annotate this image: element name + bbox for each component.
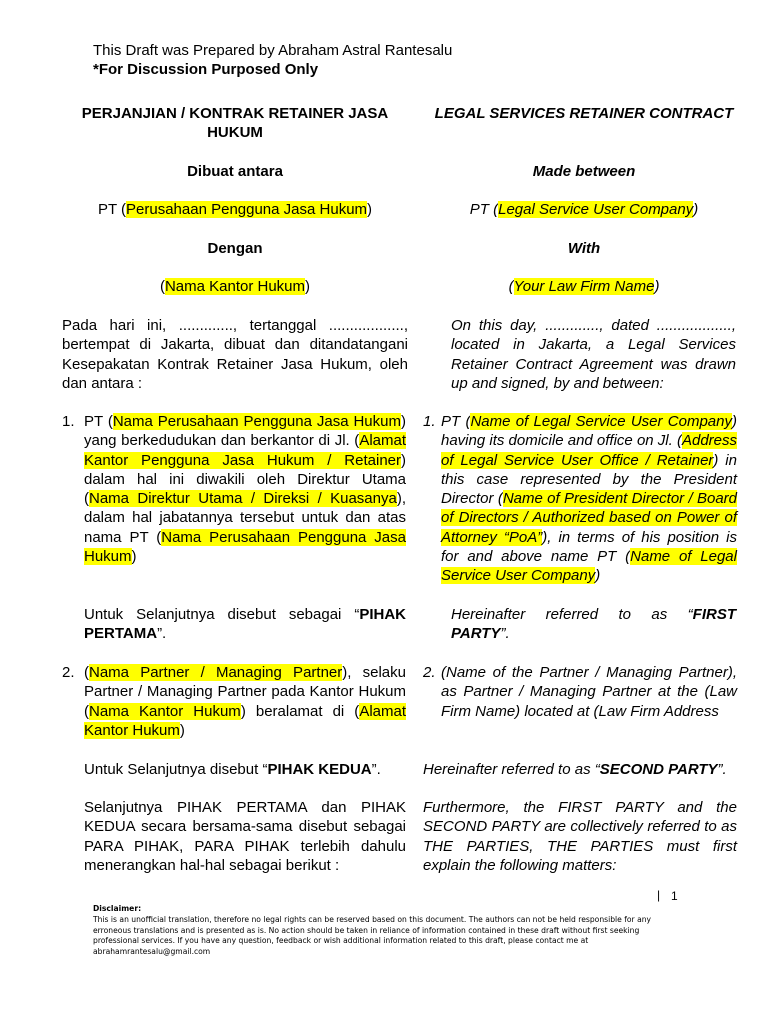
right-with: With: [567, 240, 601, 257]
right-made-between: Made between: [532, 163, 636, 180]
right-item1-text: PT (Name of Legal Service User Company) having its domicile and office on Jl. (Address of Legal Service User Office / Retainer) in this case represented by the President Director (Name of President Director / Board of Directors / Authorized based on Power of Attorney “PoA”), in terms of his position is for and above name PT (Name of Legal Service User Company): [441, 413, 738, 585]
right-firm-line: (Your Law Firm Name): [508, 278, 660, 295]
right-intro: On this day, ............., dated .................., located in Jakarta, a Legal Services Retainer Contract Agreement was drawn up and signed, by and between:: [451, 317, 736, 392]
left-intro: Pada hari ini, ............., tertanggal .................., bertempat di Jakarta, dibuat dan ditandatangani Kesepakatan Kontrak Retainer Jasa Hukum, oleh dan antara :: [62, 317, 408, 392]
right-first-party-note-end: PARTY”.: [451, 625, 510, 642]
right-title: LEGAL SERVICES RETAINER CONTRACT: [434, 105, 734, 122]
page-number: 1: [671, 889, 678, 903]
right-second-party-note: Hereinafter referred to as “SECOND PARTY”.: [423, 761, 727, 778]
left-firm-line: (Nama Kantor Hukum): [159, 278, 311, 295]
left-item1-number: 1.: [62, 413, 75, 430]
right-item1-number: 1.: [423, 413, 436, 430]
discussion-note: *For Discussion Purposed Only: [93, 61, 319, 78]
right-first-party-note: Hereinafter referred to as “FIRST: [451, 606, 736, 623]
left-closing: Selanjutnya PIHAK PERTAMA dan PIHAK KEDUA secara bersama-sama disebut sebagai PARA PIHAK, PARA PIHAK terlebih dahulu menerangkan hal-hal sebagai berikut :: [84, 799, 406, 874]
left-made-between: Dibuat antara: [187, 163, 283, 180]
left-title: PERJANJIAN / KONTRAK RETAINER JASA HUKUM: [81, 105, 389, 142]
draft-author-line: This Draft was Prepared by Abraham Astral Rantesalu: [93, 42, 453, 59]
right-company-line: PT (Legal Service User Company): [469, 201, 699, 218]
left-item2-text: (Nama Partner / Managing Partner), selaku Partner / Managing Partner pada Kantor Hukum (Nama Kantor Hukum) beralamat di (Alamat Kantor Hukum): [84, 664, 406, 739]
disclaimer-title: Disclaimer:: [93, 904, 142, 913]
right-closing: Furthermore, the FIRST PARTY and the SECOND PARTY are collectively referred to as THE PARTIES, THE PARTIES must first explain the following matters:: [423, 799, 737, 874]
disclaimer-text: This is an unofficial translation, therefore no legal rights can be reserved based on this document. The authors can not be held responsible for any erroneous translations and is presented as is. No action should be taken in reliance of information contained in these draft without first seeking professional services. If you have any question, feedback or wish additional information related to this draft, please contact me at abrahamrantesalu@gmail.com: [93, 915, 652, 956]
left-with: Dengan: [207, 240, 263, 257]
right-item2-text: (Name of the Partner / Managing Partner), as Partner / Managing Partner at the (Law Firm Name) located at (Law Firm Address: [441, 664, 737, 720]
left-item2-number: 2.: [62, 664, 75, 681]
left-item1-text: PT (Nama Perusahaan Pengguna Jasa Hukum) yang berkedudukan dan berkantor di Jl. (Alamat Kantor Pengguna Jasa Hukum / Retainer) dalam hal ini diwakili oleh Direktur Utama (Nama Direktur Utama / Direksi / Kuasanya), dalam hal jabatannya tersebut untuk dan atas nama PT (Nama Perusahaan Pengguna Jasa Hukum): [84, 413, 406, 566]
left-second-party-note: Untuk Selanjutnya disebut “PIHAK KEDUA”.: [84, 761, 381, 778]
left-first-party-note: Untuk Selanjutnya disebut sebagai “PIHAK PERTAMA”.: [84, 606, 406, 643]
left-company-line: PT (Perusahaan Pengguna Jasa Hukum): [97, 201, 373, 218]
page-separator: |: [657, 888, 661, 902]
right-item2-number: 2.: [423, 664, 436, 681]
